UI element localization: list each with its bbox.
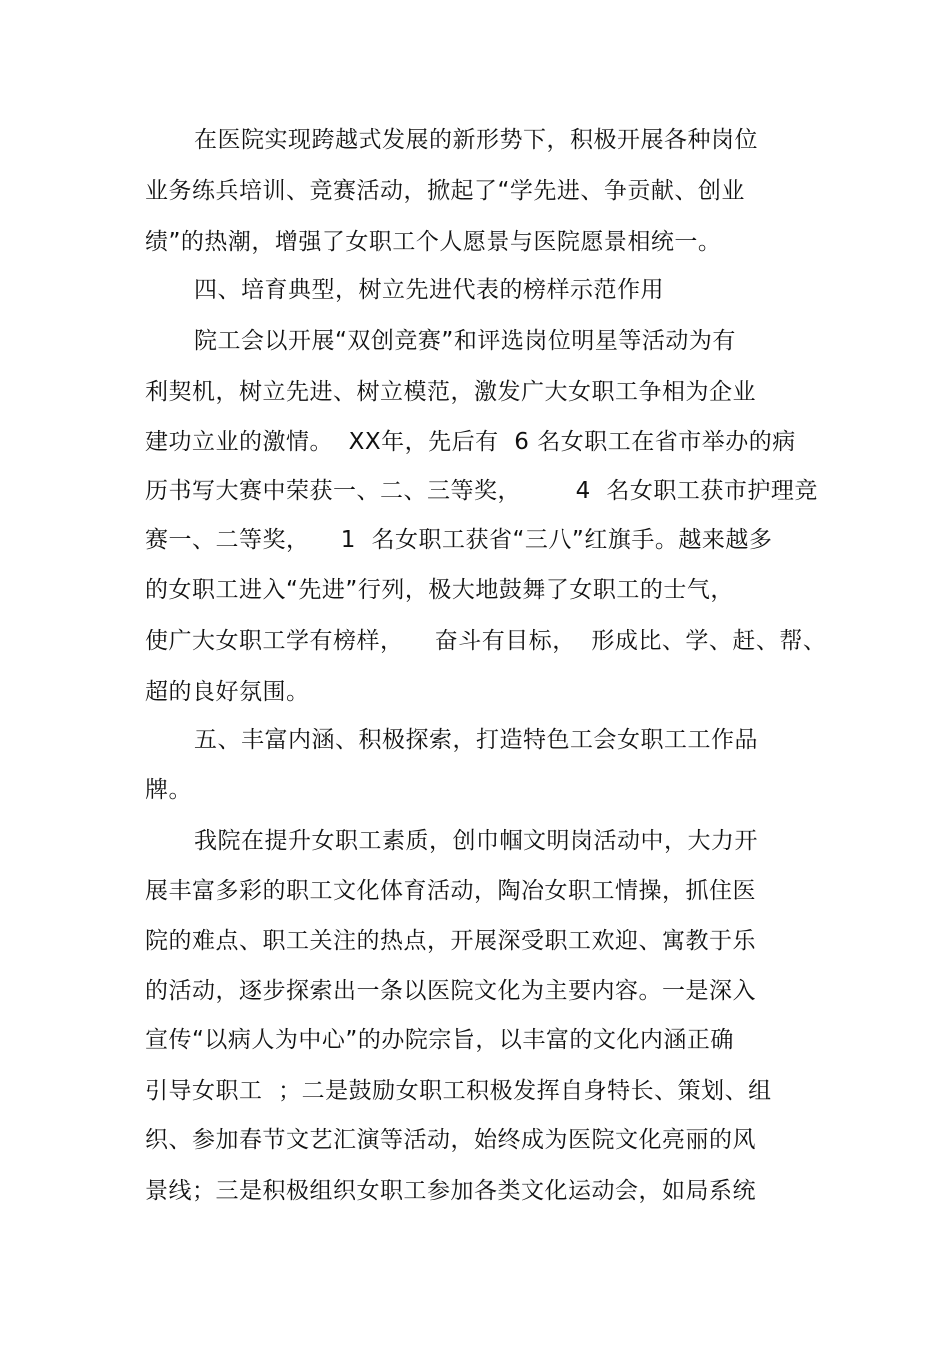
paragraph-line: 院的难点、职工关注的热点，开展深受职工欢迎、寓教于乐 bbox=[145, 928, 756, 954]
paragraph-line: 展丰富多彩的职工文化体育活动，陶冶女职工情操，抓住医 bbox=[145, 878, 756, 904]
paragraph-line: 超的良好氛围。 bbox=[145, 679, 310, 705]
paragraph-line: 我院在提升女职工素质，创巾帼文明岗活动中，大力开 bbox=[194, 828, 758, 854]
paragraph-line: 景线；三是积极组织女职工参加各类文化运动会，如局系统 bbox=[145, 1178, 756, 1204]
paragraph-line: 历书写大赛中荣获一、二、三等奖， 4 名女职工获市护理竞 bbox=[145, 478, 818, 504]
paragraph-line: 院工会以开展“双创竞赛”和评选岗位明星等活动为有 bbox=[194, 328, 736, 354]
paragraph-line: 利契机，树立先进、树立模范，激发广大女职工争相为企业 bbox=[145, 379, 756, 405]
paragraph-line: 的女职工进入“先进”行列，极大地鼓舞了女职工的士气， bbox=[145, 577, 734, 603]
paragraph-line: 使广大女职工学有榜样， 奋斗有目标， 形成比、学、赶、帮、 bbox=[145, 628, 827, 654]
paragraph-line: 绩”的热潮，增强了女职工个人愿景与医院愿景相统一。 bbox=[145, 229, 722, 255]
section-heading: 四、培育典型，树立先进代表的榜样示范作用 bbox=[194, 277, 664, 303]
section-heading: 五、丰富内涵、积极探索，打造特色工会女职工工作品 bbox=[194, 727, 758, 753]
paragraph-line: 宣传“以病人为中心”的办院宗旨，以丰富的文化内涵正确 bbox=[145, 1027, 734, 1053]
paragraph-line: 赛一、二等奖， 1 名女职工获省“三八”红旗手。越来越多 bbox=[145, 527, 773, 553]
paragraph-line: 织、参加春节文艺汇演等活动，始终成为医院文化亮丽的风 bbox=[145, 1127, 756, 1153]
paragraph-line: 的活动，逐步探索出一条以医院文化为主要内容。一是深入 bbox=[145, 978, 756, 1004]
paragraph-line: 业务练兵培训、竞赛活动，掀起了“学先进、争贡献、创业 bbox=[145, 178, 745, 204]
paragraph-line: 引导女职工 ；二是鼓励女职工积极发挥自身特长、策划、组 bbox=[145, 1078, 772, 1104]
paragraph-line: 在医院实现跨越式发展的新形势下，积极开展各种岗位 bbox=[194, 127, 758, 153]
paragraph-line: 建功立业的激情。 XX年，先后有 6 名女职工在省市举办的病 bbox=[145, 429, 796, 455]
section-heading-continued: 牌。 bbox=[145, 777, 192, 803]
